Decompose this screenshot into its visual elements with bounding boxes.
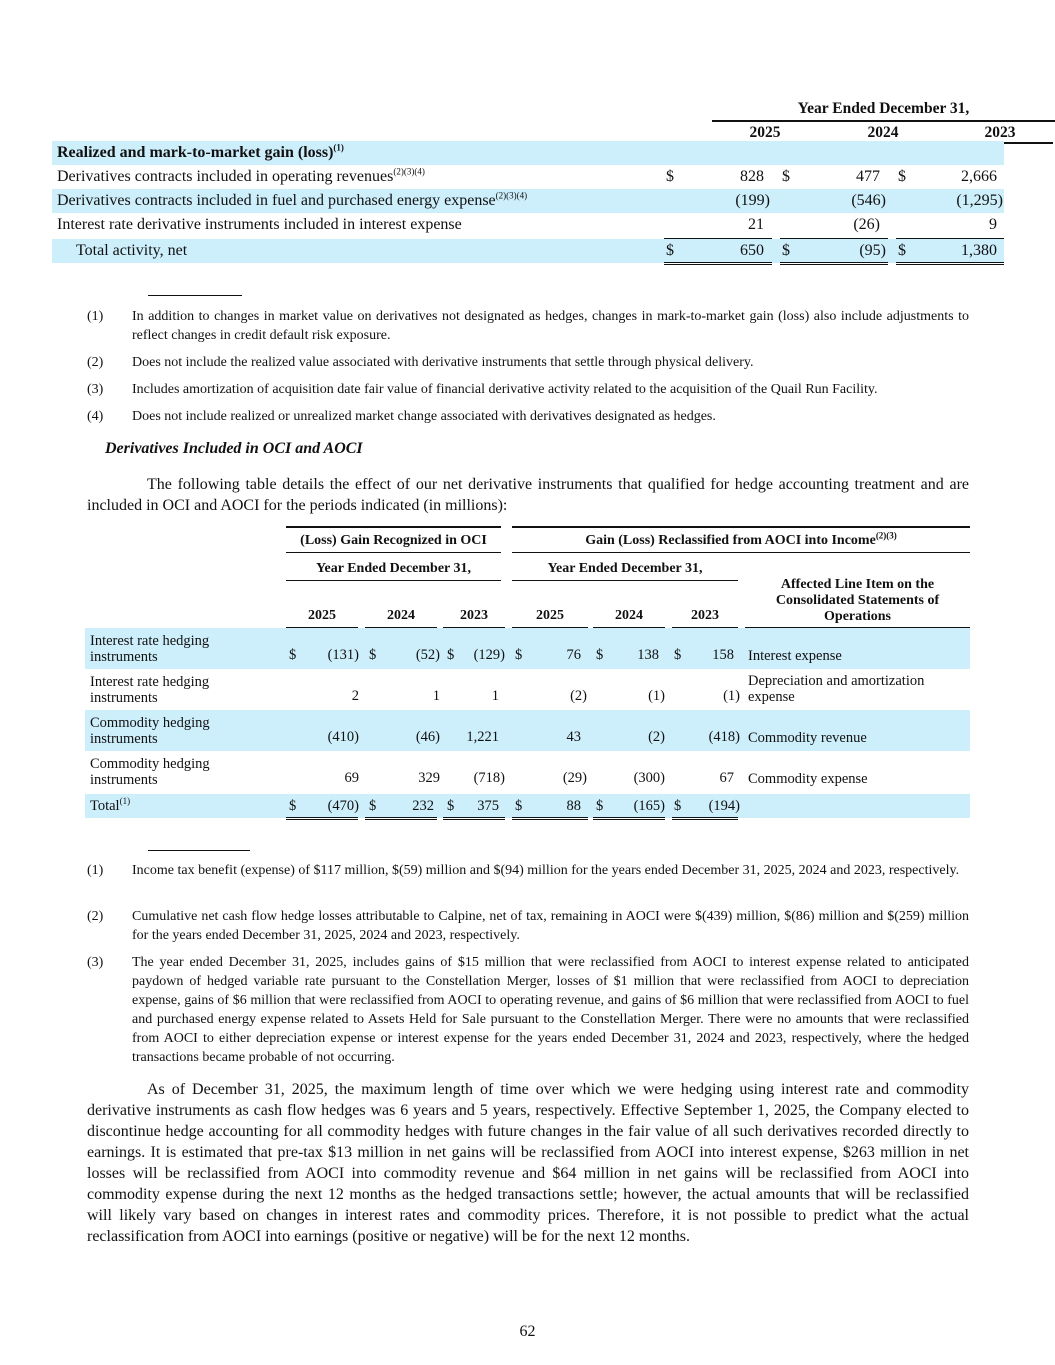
value: (131) [327, 647, 359, 663]
total-double-line [896, 262, 1004, 265]
total-value: 375 [477, 798, 499, 814]
value: 43 [566, 729, 581, 745]
row-label: Interest rate hedging instruments [90, 674, 210, 706]
year-col: 2024 [615, 608, 643, 623]
table2-total-row [85, 794, 970, 818]
dollar-sign: $ [666, 242, 674, 259]
total-label: Total activity, net [76, 242, 188, 259]
footnote-3: (3) Includes amortization of acquisition date fair value of financial derivative activity related to the acquisition of the Quail Run Facility. [87, 382, 878, 397]
value-2025: 21 [748, 216, 764, 233]
row-label: Derivatives contracts included in operating revenues$^{(2)(3)(4)}$ [57, 166, 425, 185]
footnote-2: (2) Does not include the realized value associated with derivative instruments that settle through physical delivery. [87, 355, 754, 370]
value: (1) [723, 688, 740, 704]
value: 67 [719, 770, 734, 786]
page-number: 62 [519, 1323, 536, 1340]
total-double-line [780, 262, 888, 265]
affected-line-item: Interest expense [748, 648, 842, 664]
footnote-1: (1) In addition to changes in market value on derivatives not designated as hedges, changes in mark-to-market gain (loss) also include adjustments to reflect changes in credit default risk exposure. [87, 309, 969, 343]
year-col: 2025 [308, 608, 336, 623]
dollar-sign: $ [782, 242, 790, 259]
value: (2) [570, 688, 587, 704]
value-2024: (546) [851, 192, 886, 209]
table-row [52, 165, 1004, 189]
table-row [85, 751, 970, 792]
footnote-3: (3) The year ended December 31, 2025, includes gains of $15 million that were reclassified from AOCI to interest expense related to anticipated paydown of hedged variable rate pursuant to the Constellation Merger, losses of $1 million that were reclassified from AOCI to depreciation expense, gains of $6 million that were reclassified from AOCI to operating revenue, and gains of $6 million that were reclassified from AOCI to fuel and purchased energy expense related to Assets Held for Sale pursuant to the Constellation Merger. There were no amounts that were reclassified from AOCI to either depreciation expense or interest expense for the years ended December 31, 2024 and 2023, respectively, where the hedged transactions became probable of not occurring. [87, 955, 969, 1065]
dollar-sign: $ [369, 647, 377, 663]
table-row [52, 213, 1004, 237]
closing-paragraph: As of December 31, 2025, the maximum length of time over which we were hedging using interest rate and commodity derivative instruments as cash flow hedges was 6 years and 5 years, respectively. Effective September 1, 2025, the Company elected to discontinue hedge accounting for all commodity hedges with future changes in the fair value of all such derivatives recorded directly to earnings. It is estimated that pre-tax $13 million in net gains will be reclassified from AOCI into interest expense, $263 million in net losses will be reclassified from AOCI into commodity revenue and $64 million in net gains will be reclassified from AOCI into commodity expense during the next 12 months as the hedged transactions settle; however, the actual amounts that will be reclassified will likely vary based on changes in interest rates and commodity prices. Therefore, it is not possible to predict what the actual reclassification from AOCI into earnings (positive or negative) will be for the next 12 months. [87, 1081, 969, 1245]
value: 158 [712, 647, 734, 663]
table1-year-header: Year Ended December 31, [797, 100, 970, 117]
table1-year-2024: 2024 [830, 124, 936, 144]
subtotal-line [896, 238, 1004, 239]
total-value: (165) [633, 798, 665, 814]
total-double-line [664, 262, 772, 265]
total-value: (194) [708, 798, 740, 814]
table1-years-row [712, 120, 1055, 141]
dollar-sign: $ [674, 798, 682, 814]
dollar-sign: $ [447, 798, 455, 814]
affected-line-header: Affected Line Item on the Consolidated Statements of Operations [775, 577, 940, 624]
table-row [85, 669, 970, 710]
value-2025: 828 [740, 168, 764, 185]
dollar-sign: $ [596, 647, 604, 663]
table1-year-2025: 2025 [712, 124, 818, 144]
row-label: Derivatives contracts included in fuel and purchased energy expense$^{(2)(3)(4)}$ [57, 190, 528, 209]
row-label: Interest rate hedging instruments [90, 633, 210, 665]
total-double-line [593, 817, 665, 820]
table-row [85, 628, 970, 669]
dollar-sign: $ [674, 647, 682, 663]
group-header-aoci: Gain (Loss) Reclassified from AOCI into Income$^{(2)(3)}$ [585, 530, 897, 548]
total-double-line [512, 817, 588, 820]
value: 138 [637, 647, 659, 663]
value: 329 [418, 770, 440, 786]
value: (418) [708, 729, 740, 745]
value-2025: (199) [735, 192, 770, 209]
value: 1,221 [466, 729, 499, 745]
footnote-4: (4) Does not include realized or unrealized market change associated with derivatives designated as hedges. [87, 409, 716, 424]
value-2023: 9 [989, 216, 997, 233]
affected-line-item: Depreciation and amortization expense [748, 673, 925, 705]
dollar-sign: $ [289, 647, 297, 663]
value: (52) [415, 647, 440, 663]
affected-line-item: Commodity revenue [748, 730, 867, 746]
total-value: (470) [327, 798, 359, 814]
value: 69 [344, 770, 359, 786]
value: (1) [648, 688, 665, 704]
value-2023: (1,295) [956, 192, 1003, 209]
section-heading: Derivatives Included in OCI and AOCI [105, 440, 363, 457]
dollar-sign: $ [447, 647, 455, 663]
total-2024: (95) [859, 242, 886, 259]
total-double-line [365, 817, 437, 820]
dollar-sign: $ [782, 168, 790, 185]
value-2023: 2,666 [961, 168, 997, 185]
value: (46) [415, 729, 440, 745]
intro-paragraph: The following table details the effect of our net derivative instruments that qualified for hedge accounting treatment and are included in OCI and AOCI for the periods indicated (in millions): [87, 476, 969, 514]
footnote-1: (1) Income tax benefit (expense) of $117 million, $(59) million and $(94) million for the years ended December 31, 2025, 2024 and 2023, respectively. [87, 863, 960, 878]
value: (718) [473, 770, 505, 786]
value: 1 [432, 688, 440, 704]
row-label: Commodity hedging instruments [90, 715, 210, 747]
value: (29) [562, 770, 587, 786]
total-label: Total$^{(1)}$ [90, 796, 131, 814]
value: 76 [566, 647, 581, 663]
dollar-sign: $ [898, 168, 906, 185]
dollar-sign: $ [515, 647, 523, 663]
dollar-sign: $ [369, 798, 377, 814]
value: (410) [327, 729, 359, 745]
dollar-sign: $ [666, 168, 674, 185]
footnote-2: (2) Cumulative net cash flow hedge losses attributable to Calpine, net of tax, remaining in AOCI were $(439) million, $(86) million and $(259) million for the years ended December 31, 2025, 2024 and 2023, respectively. [87, 909, 969, 943]
header-line [286, 552, 501, 553]
value-2024: 477 [856, 168, 880, 185]
header-line [512, 526, 970, 528]
dollar-sign: $ [515, 798, 523, 814]
row-label: Commodity hedging instruments [90, 756, 210, 788]
year-header-aoci: Year Ended December 31, [547, 561, 703, 576]
table1-section-row [52, 141, 1004, 165]
total-2025: 650 [740, 242, 764, 259]
table1-section-label: Realized and mark-to-market gain (loss)$^{(1)}$ [57, 142, 344, 161]
value: 1 [491, 688, 499, 704]
value-2024: (26) [853, 216, 880, 233]
dollar-sign: $ [898, 242, 906, 259]
dollar-sign: $ [289, 798, 297, 814]
dollar-sign: $ [596, 798, 604, 814]
table-row [52, 189, 1004, 213]
year-header-oci: Year Ended December 31, [315, 561, 472, 576]
row-label: Interest rate derivative instruments included in interest expense [57, 216, 462, 233]
table1-year-2023: 2023 [947, 124, 1053, 144]
subtotal-line [780, 238, 888, 239]
value: (2) [648, 729, 665, 745]
total-double-line [672, 817, 738, 820]
value: 2 [351, 688, 359, 704]
total-value: 88 [566, 798, 581, 814]
total-2023: 1,380 [961, 242, 997, 259]
header-line [286, 526, 501, 528]
group-header-oci: (Loss) Gain Recognized in OCI [300, 533, 487, 548]
total-double-line [443, 817, 505, 820]
subtotal-line [664, 238, 772, 239]
year-col: 2025 [536, 608, 564, 623]
total-double-line [286, 817, 358, 820]
header-line [512, 580, 738, 581]
table1-total-row [52, 239, 1004, 263]
header-line [512, 552, 970, 553]
total-value: 232 [412, 798, 434, 814]
year-col: 2023 [691, 608, 719, 623]
footnote-rule [148, 850, 250, 851]
affected-line-item: Commodity expense [748, 771, 868, 787]
year-col: 2023 [460, 608, 488, 623]
table-row [85, 710, 970, 751]
value: (129) [473, 647, 505, 663]
footnote-rule [148, 295, 242, 296]
header-line [286, 580, 501, 581]
year-col: 2024 [387, 608, 415, 623]
value: (300) [633, 770, 665, 786]
